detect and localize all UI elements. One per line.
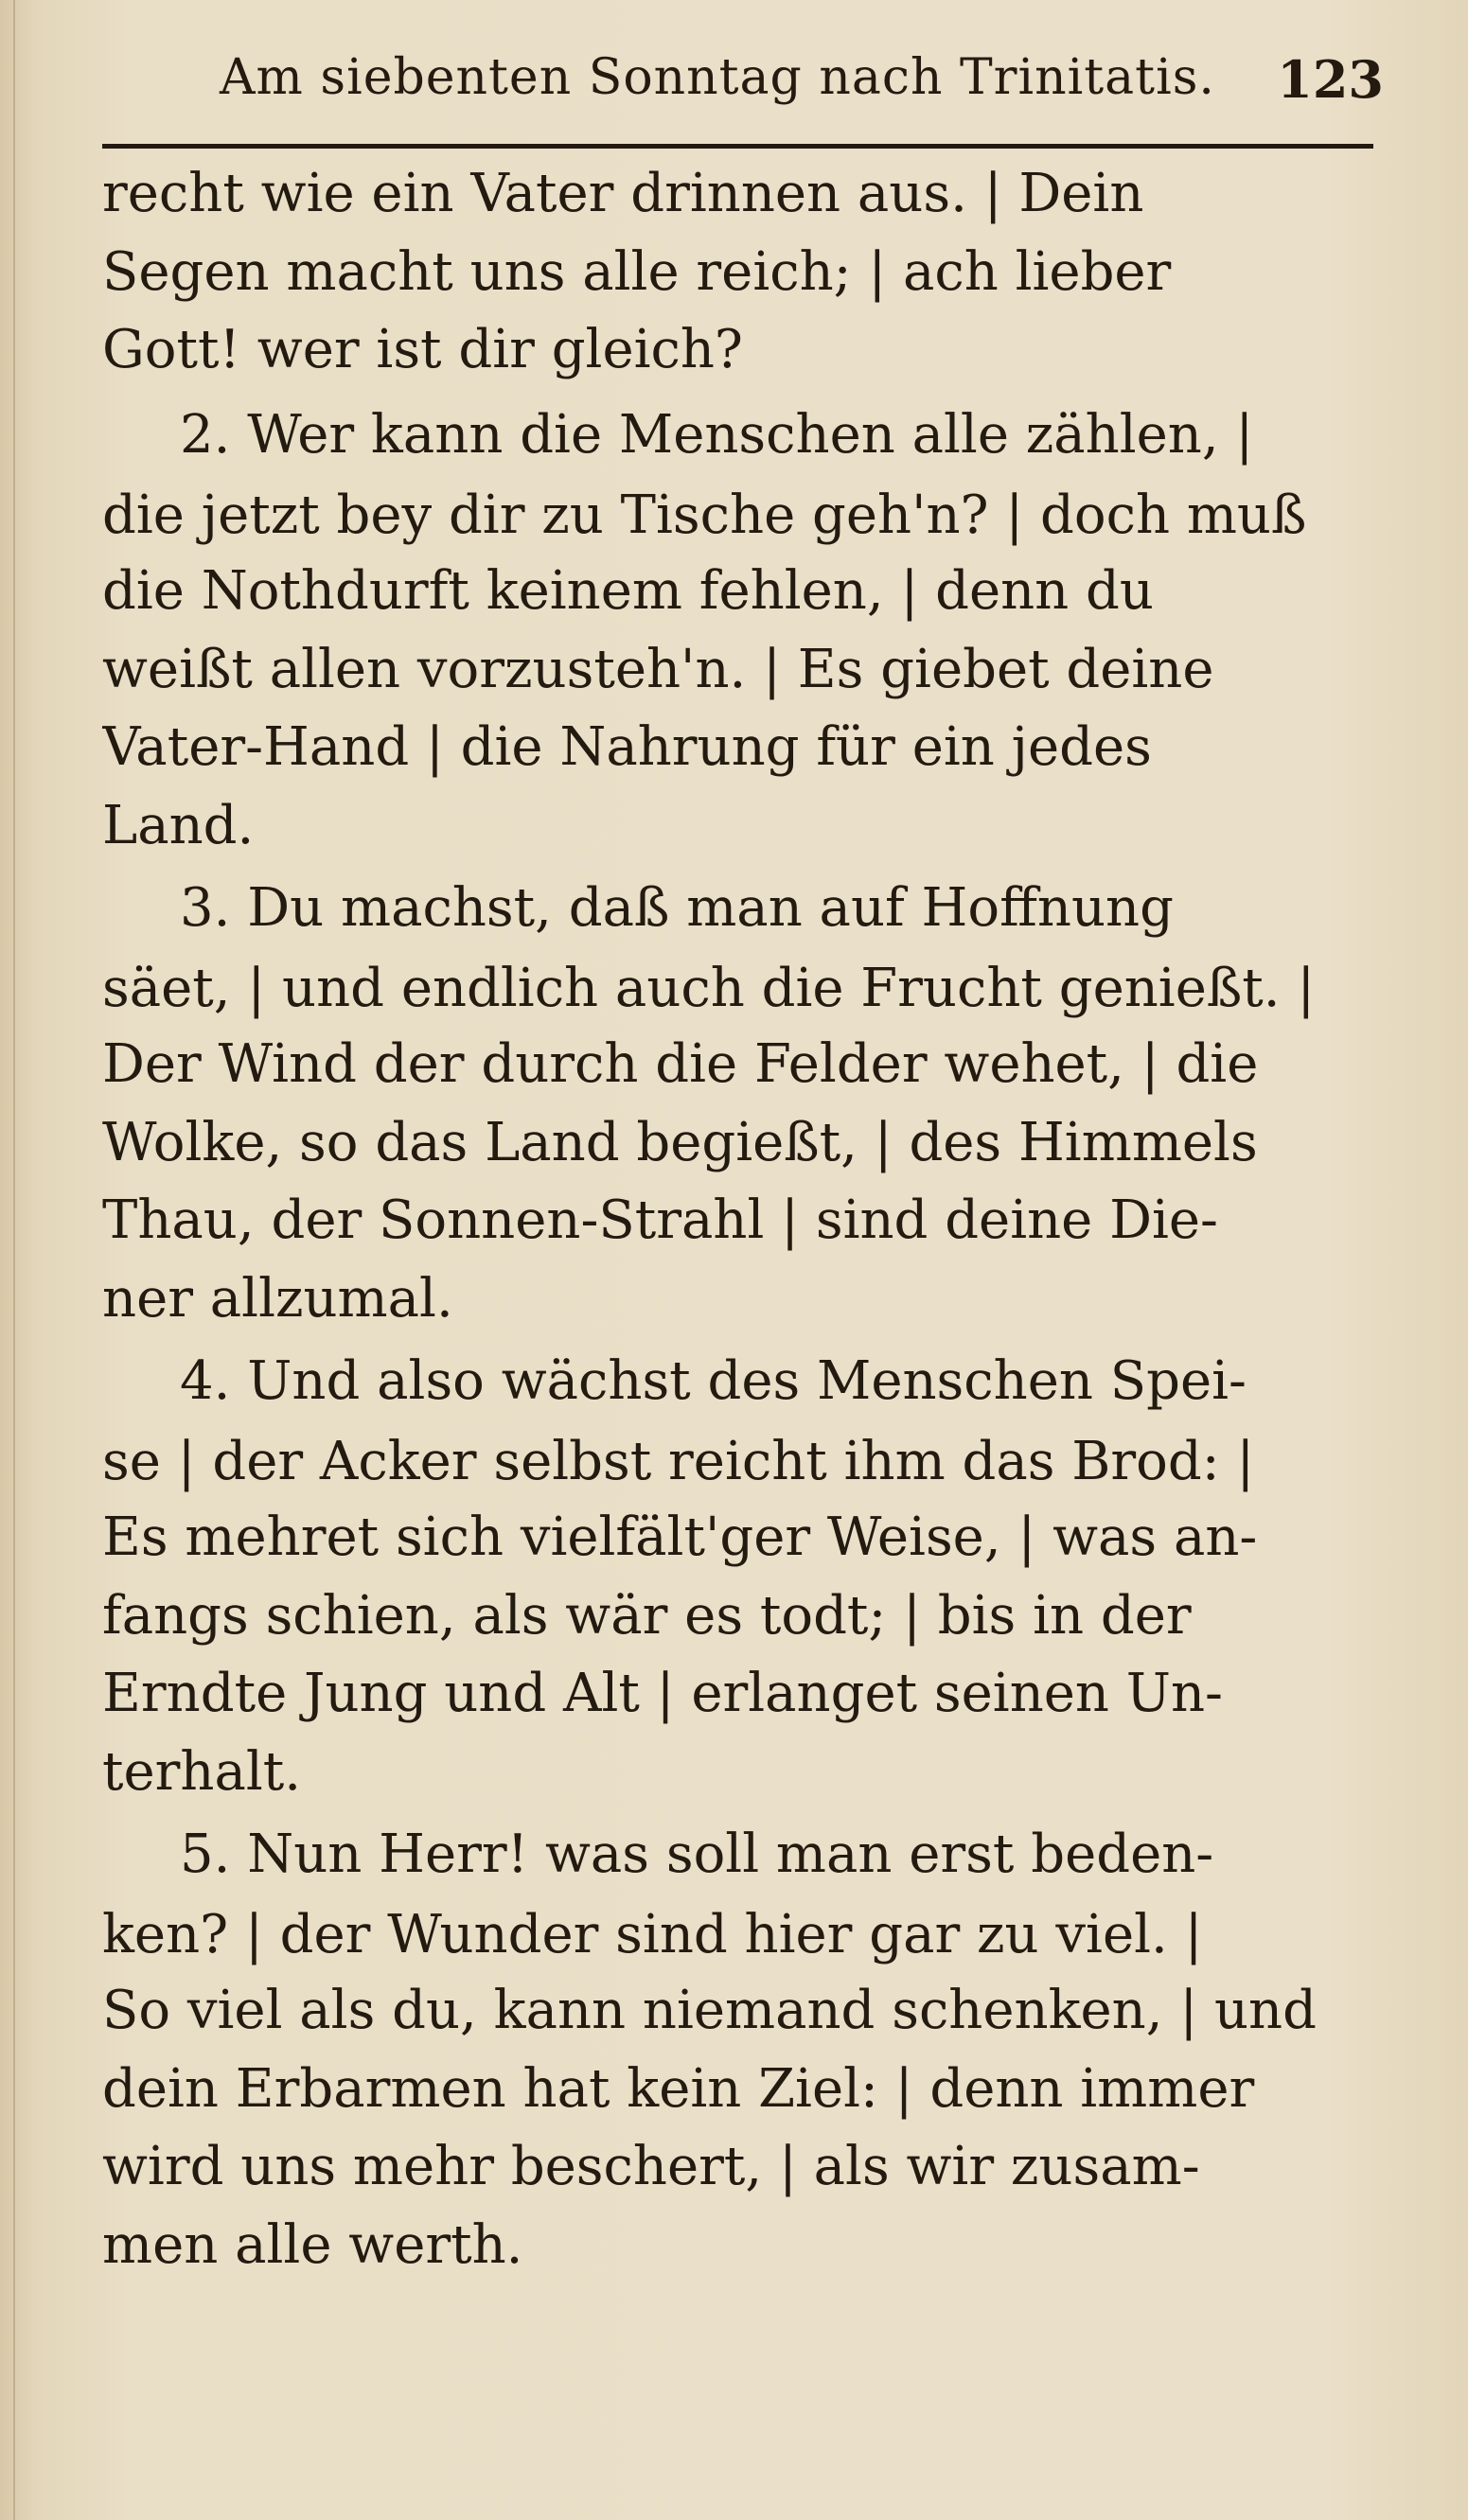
text-line: Gott! wer ist dir gleich? xyxy=(102,319,743,380)
text-line: weißt allen vorzusteh'n. | Es giebet deine xyxy=(102,639,1214,700)
text-line: ner allzumal. xyxy=(102,1268,453,1330)
text-line: se | der Acker selbst reicht ihm das Brod: | xyxy=(102,1431,1255,1492)
text-line: So viel als du, kann niemand schenken, | und xyxy=(102,1980,1317,2041)
text-line: Thau, der Sonnen-Strahl | sind deine Die- xyxy=(102,1190,1218,1251)
verse-start-line: 3. Du machst, daß man auf Hoffnung xyxy=(180,877,1174,939)
text-line: Segen macht uns alle reich; | ach lieber xyxy=(102,241,1172,303)
text-line: die jetzt bey dir zu Tische geh'n? | doch muß xyxy=(102,485,1307,546)
text-line: die Nothdurft keinem fehlen, | denn du xyxy=(102,560,1154,622)
text-line: Vater-Hand | die Nahrung für ein jedes xyxy=(102,716,1152,778)
text-line: säet, | und endlich auch die Frucht genießt. | xyxy=(102,958,1316,1019)
running-head: Am siebenten Sonntag nach Trinitatis. xyxy=(220,49,1215,106)
verse-start-line: 5. Nun Herr! was soll man erst beden- xyxy=(180,1824,1214,1885)
text-line: men alle werth. xyxy=(102,2214,523,2276)
text-line: terhalt. xyxy=(102,1741,302,1803)
text-line: Der Wind der durch die Felder wehet, | die xyxy=(102,1033,1259,1095)
verse-start-line: 4. Und also wächst des Menschen Spei- xyxy=(180,1350,1247,1412)
text-line: Land. xyxy=(102,795,255,856)
text-line: fangs schien, als wär es todt; | bis in der xyxy=(102,1585,1192,1647)
verse-start-line: 2. Wer kann die Menschen alle zählen, | xyxy=(180,404,1254,466)
text-line: wird uns mehr beschert, | als wir zusam- xyxy=(102,2136,1200,2197)
text-line: dein Erbarmen hat kein Ziel: | denn immer xyxy=(102,2058,1255,2120)
text-line: recht wie ein Vater drinnen aus. | Dein xyxy=(102,163,1144,224)
text-line: Es mehret sich vielfält'ger Weise, | was an- xyxy=(102,1507,1258,1568)
text-line: ken? | der Wunder sind hier gar zu viel. | xyxy=(102,1904,1203,1965)
binding-edge xyxy=(13,0,15,2520)
text-line: Wolke, so das Land begießt, | des Himmels xyxy=(102,1112,1258,1173)
header-rule xyxy=(102,144,1373,149)
page-number: 123 xyxy=(1277,49,1384,110)
page-header xyxy=(220,49,1384,134)
text-line: Erndte Jung und Alt | erlanget seinen Un- xyxy=(102,1663,1223,1724)
